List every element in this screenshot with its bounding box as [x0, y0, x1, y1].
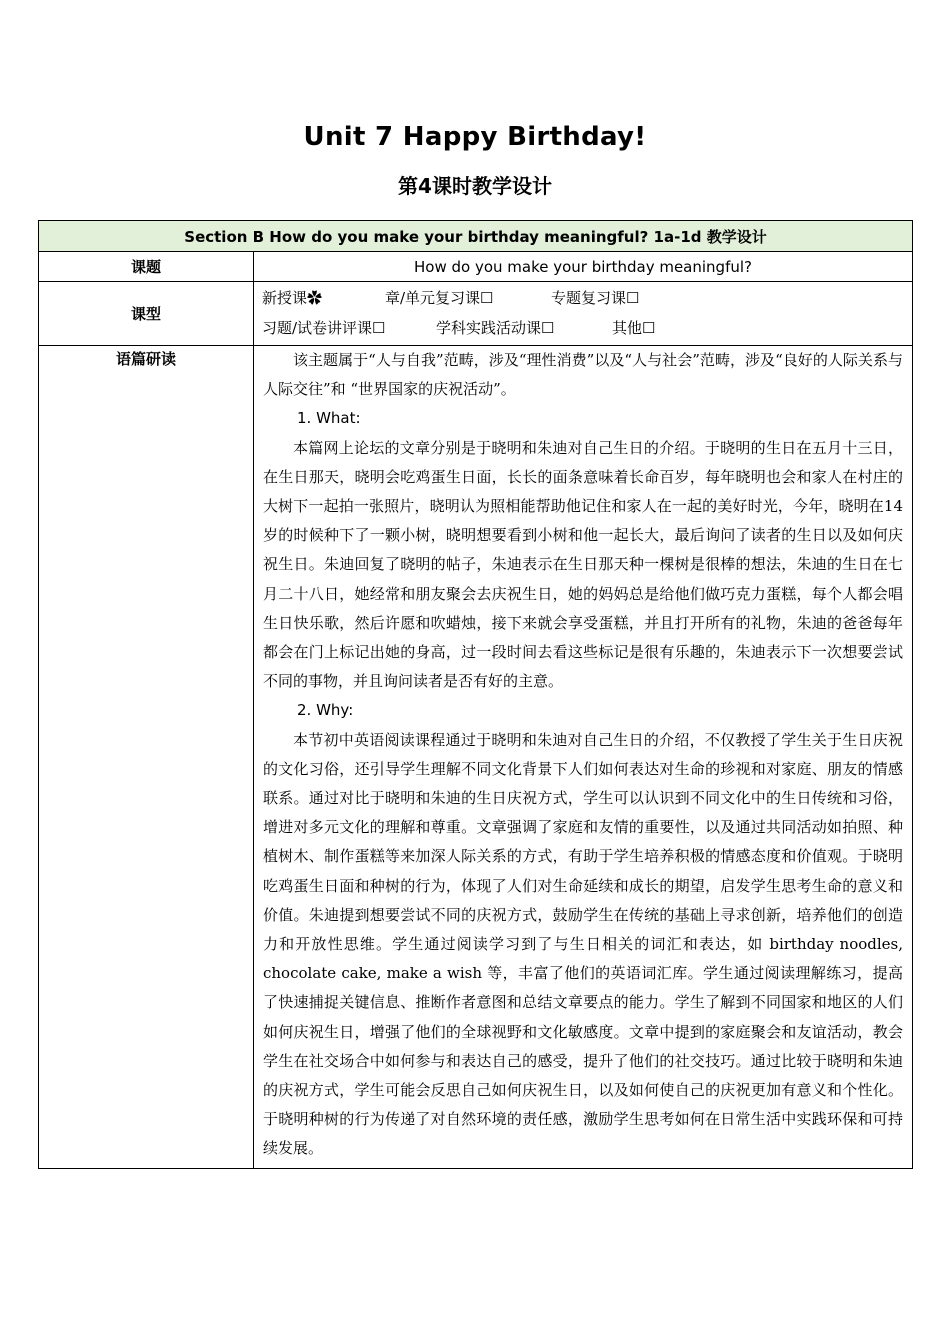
- what-heading: 1. What:: [297, 409, 361, 428]
- intro-paragraph: 该主题属于“人与自我”范畴，涉及“理性消费”以及“人与社会”范畴，涉及“良好的人际关系与人际交往”和 “世界国家的庆祝活动”。: [263, 351, 903, 399]
- table-header: Section B How do you make your birthday meaningful? 1a-1d 教学设计: [39, 221, 913, 252]
- type-option-unit-review: 章/单元复习课☐: [385, 288, 494, 307]
- type-option-topic-review: 专题复习课☐: [551, 288, 640, 307]
- lesson-type-line-1: [254, 282, 912, 312]
- text-analysis-label: 语篇研读: [39, 346, 254, 1169]
- what-paragraph: 本篇网上论坛的文章分别是于晓明和朱迪对自己生日的介绍。于晓明的生日在五月十三日，在生日那天，晓明会吃鸡蛋生日面，长长的面条意味着长命百岁，每年晓明也会和家人在村庄的大树下一起拍一张照片，晓明认为照相能帮助他记住和家人在一起的美好时光，今年，晓明在14岁的时候种下了一颗小树，晓明想要看到小树和他一起长大，最后询问了读者的生日以及如何庆祝生日。朱迪回复了晓明的帖子，朱迪表示在生日那天种一棵树是很棒的想法，朱迪的生日在七月二十八日，她经常和朋友聚会去庆祝生日，她的妈妈总是给他们做巧克力蛋糕，每个人都会唱生日快乐歌，然后许愿和吹蜡烛，接下来就会享受蛋糕，并且打开所有的礼物，朱迪的爸爸每年都会在门上标记出她的身高，过一段时间去看这些标记是很有乐趣的，朱迪表示下一次想要尝试不同的事物，并且询问读者是否有好的主意。: [263, 438, 903, 691]
- lesson-type-options: [254, 282, 913, 346]
- lesson-type-line-2: [254, 312, 912, 342]
- text-analysis-content: [254, 346, 913, 1169]
- why-heading: 2. Why:: [297, 701, 354, 720]
- type-option-exercise-review: 习题/试卷讲评课☐: [262, 318, 386, 337]
- document-subtitle: 第4课时教学设计: [398, 174, 552, 198]
- why-paragraph: 本节初中英语阅读课程通过于晓明和朱迪对自己生日的介绍，不仅教授了学生关于生日庆祝的文化习俗，还引导学生理解不同文化背景下人们如何表达对生命的珍视和对家庭、朋友的情感联系。通过对比于晓明和朱迪的生日庆祝方式，学生可以认识到不同文化中的生日传统和习俗，增进对多元文化的理解和尊重。文章强调了家庭和友情的重要性，以及通过共同活动如拍照、种植树木、制作蛋糕等来加深人际关系的方式，有助于学生培养积极的情感态度和价值观。于晓明吃鸡蛋生日面和种树的行为，体现了人们对生命延续和成长的期望，启发学生思考生命的意义和价值。朱迪提到想要尝试不同的庆祝方式，鼓励学生在传统的基础上寻求创新，培养他们的创造力和开放性思维。学生通过阅读学习到了与生日相关的词汇和表达，如 birthday noodles, chocolate cake, make a wish 等，丰富了他们的英语词汇库。学生通过阅读理解练习，提高了快速捕捉关键信息、推断作者意图和总结文章要点的能力。学生了解到不同国家和地区的人们如何庆祝生日，增强了他们的全球视野和文化敏感度。文章中提到的家庭聚会和友谊活动，教会学生在社交场合中如何参与和表达自己的感受，提升了他们的社交技巧。通过比较于晓明和朱迪的庆祝方式，学生可能会反思自己如何庆祝生日，以及如何使自己的庆祝更加有意义和个性化。于晓明种树的行为传递了对自然环境的责任感，激励学生思考如何在日常生活中实践环保和可持续发展。: [263, 730, 903, 1158]
- lesson-type-label: 课型: [39, 282, 254, 346]
- topic-label: 课题: [39, 252, 254, 282]
- document-title: Unit 7 Happy Birthday!: [303, 122, 647, 152]
- topic-value: How do you make your birthday meaningful?: [254, 252, 913, 282]
- type-option-other: 其他☐: [612, 318, 656, 337]
- type-option-new-lesson: 新授课✿: [262, 288, 323, 307]
- type-option-practice-activity: 学科实践活动课☐: [436, 318, 555, 337]
- lesson-design-table: [38, 220, 913, 1169]
